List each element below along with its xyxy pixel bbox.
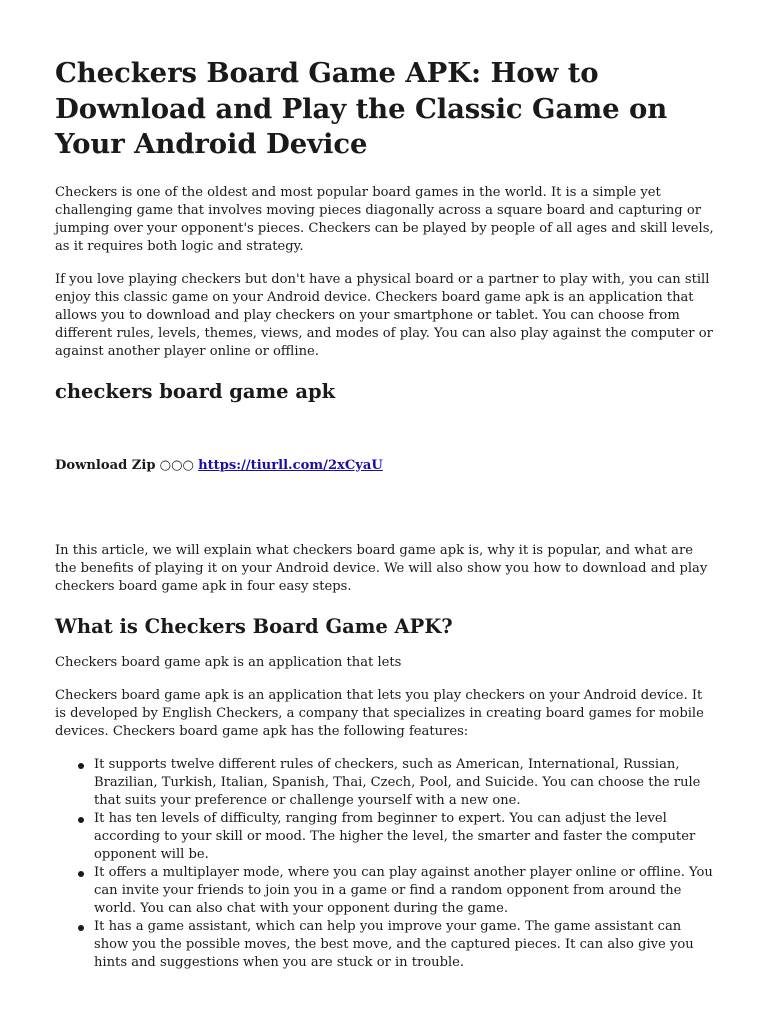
list-item-text: It has a game assistant, which can help you improve your game. The game assistant can show you the possible moves, the best move, and the captured pieces. It can also give you hints and suggestions when you are stuck or in trouble. — [94, 918, 694, 970]
keyword-heading: checkers board game apk — [55, 379, 336, 403]
bullet-icon — [78, 817, 84, 823]
download-label: Download Zip — [55, 457, 156, 473]
features-list — [55, 756, 717, 972]
list-item — [94, 810, 717, 864]
list-item-text: It has ten levels of difficulty, ranging from beginner to expert. You can adjust the level according to your skill or mood. The higher the level, the smarter and faster the computer opponent will be. — [94, 810, 696, 862]
list-item-text: It offers a multiplayer mode, where you can play against another player online or offline. You can invite your friends to join you in a game or find a random opponent from around the world. You can also chat with your opponent during the game. — [94, 864, 713, 916]
article-intro-paragraph: In this article, we will explain what checkers board game apk is, why it is popular, and what are the benefits of playing it on your Android device. We will also show you how to download and play checkers board game apk in four easy steps. — [55, 542, 708, 594]
list-item-text: It supports twelve different rules of checkers, such as American, International, Russian, Brazilian, Turkish, Italian, Spanish, Thai, Czech, Pool, and Suicide. You can choose the rule that suits your preference or challenge yourself with a new one. — [94, 756, 701, 808]
section-paragraph: Checkers board game apk is an application that lets you play checkers on your Android device. It is developed by English Checkers, a company that specializes in creating board games for mobile devices. Checkers board game apk has the following features: — [55, 687, 704, 739]
bullet-icon — [78, 925, 84, 931]
list-item — [94, 756, 717, 810]
document-page — [55, 0, 717, 972]
download-link[interactable]: https://tiurll.com/2xCyaU — [198, 457, 383, 473]
intro-paragraph-1: Checkers is one of the oldest and most popular board games in the world. It is a simple yet challenging game that involves moving pieces diagonally across a square board and capturing or jumping over your opponent's pieces. Checkers can be played by people of all ages and skill levels, as it requires both logic and strategy. — [55, 184, 714, 254]
bullet-icon — [78, 871, 84, 877]
bullet-icon — [78, 763, 84, 769]
section-heading-what-is: What is Checkers Board Game APK? — [55, 614, 453, 638]
page-title: Checkers Board Game APK: How to Download and Play the Classic Game on Your Android Device — [55, 57, 668, 160]
intro-paragraph-2: If you love playing checkers but don't have a physical board or a partner to play with, you can still enjoy this classic game on your Android device. Checkers board game apk is an application that allows you to download and play checkers on your smartphone or tablet. You can choose from different rules, levels, themes, views, and modes of play. You can also play against the computer or against another player online or offline. — [55, 271, 713, 359]
download-symbols: ○○○ — [159, 457, 194, 473]
list-item — [94, 864, 717, 918]
list-item — [94, 918, 717, 972]
download-line — [55, 457, 717, 475]
section-short-line: Checkers board game apk is an application that lets — [55, 654, 402, 670]
